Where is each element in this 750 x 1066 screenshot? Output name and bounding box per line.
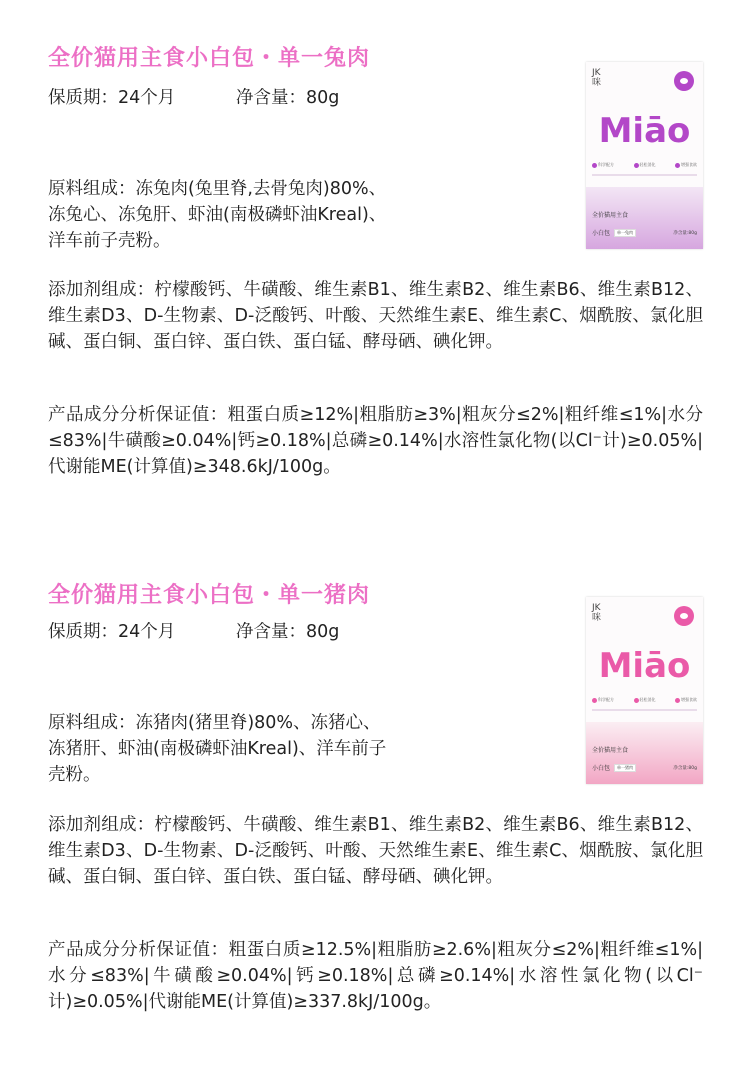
- package-product-name: 全价猫用主食: [592, 212, 629, 219]
- feature-3: 增强食欲: [675, 697, 697, 703]
- package-badge-icon: [674, 606, 694, 626]
- package-badge-icon: [674, 71, 694, 91]
- section-title: 全价猫用主食小白包・单一猪肉: [48, 583, 371, 608]
- meta-line: [48, 85, 340, 111]
- ingredients-text: 原料组成：冻兔肉(兔里脊,去骨兔肉)80%、冻兔心、冻兔肝、虾油(南极磷虾油Kreal)、洋车前子壳粉。: [48, 179, 387, 251]
- package-features: [592, 697, 697, 703]
- package-brand: JK 咪: [592, 603, 602, 623]
- package-weight: 净含量:80g: [673, 766, 697, 771]
- package-weight: 净含量:80g: [673, 231, 697, 236]
- package-tagline-bar: [592, 709, 697, 711]
- package-logo: [586, 104, 703, 154]
- analysis-text: 产品成分分析保证值：粗蛋白质≥12%|粗脂肪≥3%|粗灰分≤2%|粗纤维≤1%|水分≤83%|牛磺酸≥0.04%|钙≥0.18%|总磷≥0.14%|水溶性氯化物(以Cl⁻计)≥0.05%|代谢能ME(计算值)≥348.6kJ/100g。: [48, 405, 703, 477]
- package-variant: 单一兔肉: [614, 229, 636, 237]
- package-product-name: 全价猫用主食: [592, 747, 629, 754]
- feature-2: 轻松消化: [634, 162, 656, 168]
- product-package-image: [586, 62, 703, 249]
- additives-text: 添加剂组成：柠檬酸钙、牛磺酸、维生素B1、维生素B2、维生素B6、维生素B12、维生素D3、D-生物素、D-泛酸钙、叶酸、天然维生素E、维生素C、烟酰胺、氯化胆碱、蛋白铜、蛋白锌、蛋白铁、蛋白锰、酵母硒、碘化钾。: [48, 815, 703, 887]
- package-tagline-bar: [592, 174, 697, 176]
- package-subtitle: 小白包 单一猪肉: [592, 763, 636, 772]
- svg-text:Miāo: Miāo: [598, 111, 691, 151]
- feature-3: 增强食欲: [675, 162, 697, 168]
- analysis-text: 产品成分分析保证值：粗蛋白质≥12.5%|粗脂肪≥2.6%|粗灰分≤2%|粗纤维≤1%|水分≤83%|牛磺酸≥0.04%|钙≥0.18%|总磷≥0.14%|水溶性氯化物(以Cl⁻计)≥0.05%|代谢能ME(计算值)≥337.8kJ/100g。: [48, 940, 703, 1012]
- shelf-life: 保质期：24个月: [48, 88, 176, 108]
- net-weight: 净含量：80g: [236, 622, 340, 642]
- ingredients-text: 原料组成：冻猪肉(猪里脊)80%、冻猪心、冻猪肝、虾油(南极磷虾油Kreal)、洋车前子壳粉。: [48, 713, 387, 785]
- package-features: [592, 162, 697, 168]
- package-logo: [586, 639, 703, 689]
- svg-text:Miāo: Miāo: [598, 646, 691, 686]
- product-section-pork: [0, 533, 750, 1066]
- feature-2: 轻松消化: [634, 697, 656, 703]
- package-variant: 单一猪肉: [614, 764, 636, 772]
- product-package-image: [586, 597, 703, 784]
- feature-1: 科学配方: [592, 162, 614, 168]
- additives-text: 添加剂组成：柠檬酸钙、牛磺酸、维生素B1、维生素B2、维生素B6、维生素B12、维生素D3、D-生物素、D-泛酸钙、叶酸、天然维生素E、维生素C、烟酰胺、氯化胆碱、蛋白铜、蛋白锌、蛋白铁、蛋白锰、酵母硒、碘化钾。: [48, 280, 703, 352]
- meta-line: [48, 619, 340, 645]
- package-brand: JK 咪: [592, 68, 602, 88]
- shelf-life: 保质期：24个月: [48, 622, 176, 642]
- section-title: 全价猫用主食小白包・单一兔肉: [48, 46, 371, 71]
- feature-1: 科学配方: [592, 697, 614, 703]
- package-subtitle: 小白包 单一兔肉: [592, 228, 636, 237]
- net-weight: 净含量：80g: [236, 88, 340, 108]
